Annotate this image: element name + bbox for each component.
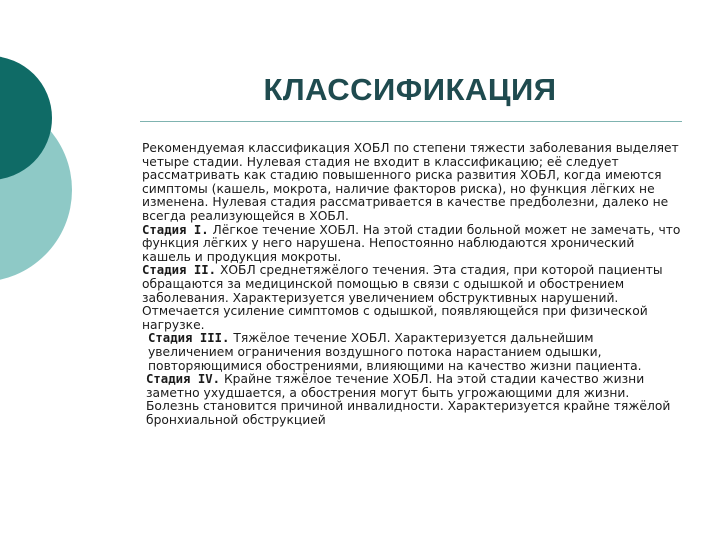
stage-4-paragraph — [142, 373, 682, 427]
intro-paragraph: Рекомендуемая классификация ХОБЛ по степени тяжести заболевания выделяет четыре стадии. Нулевая стадия не входит в классификацию; её следует рассматривать как стадию повышенного риска развития ХОБЛ, когда имеются симптомы (кашель, мокрота, наличие факторов риска), но функция лёгких не изменена. Нулевая стадия рассматривается в качестве предболезни, далеко не всегда реализующейся в ХОБЛ. — [142, 141, 679, 223]
stage-2-paragraph — [142, 264, 682, 332]
stage-1-label: Стадия I. — [142, 222, 209, 237]
stage-2-text: ХОБЛ среднетяжёлого течения. Эта стадия, при которой пациенты обращаются за медицинской помощью в связи с одышкой и обострением заболевания. Характеризуется увеличением обструктивных нарушений. Отмечается усиление симптомов с одышкой, появляющейся при физической нагрузке. — [142, 263, 663, 332]
stage-1-paragraph — [142, 224, 682, 265]
slide-body — [142, 142, 682, 427]
title-divider — [140, 121, 682, 122]
stage-3-label: Стадия III. — [148, 331, 230, 346]
stage-1-text: Лёгкое течение ХОБЛ. На этой стадии больной может не замечать, что функция лёгких у него нарушена. Непостоянно наблюдаются хронический кашель и продукция мокроты. — [142, 222, 681, 264]
stage-2-label: Стадия II. — [142, 263, 217, 278]
stage-4-label: Стадия IV. — [146, 372, 221, 387]
stage-3-paragraph — [142, 332, 682, 373]
decorative-circles — [0, 0, 130, 300]
slide-title: КЛАССИФИКАЦИЯ — [263, 72, 557, 107]
stage-4-text: Крайне тяжёлое течение ХОБЛ. На этой стадии качество жизни заметно ухудшается, а обострения могут быть угрожающими для жизни. Болезнь становится причиной инвалидности. Характеризуется крайне тяжёлой бронхиальной обструкцией — [146, 372, 671, 427]
stage-3-text: Тяжёлое течение ХОБЛ. Характеризуется дальнейшим увеличением ограничения воздушного потока нарастанием одышки, повторяющимися обострениями, влияющими на качество жизни пациента. — [148, 331, 642, 373]
